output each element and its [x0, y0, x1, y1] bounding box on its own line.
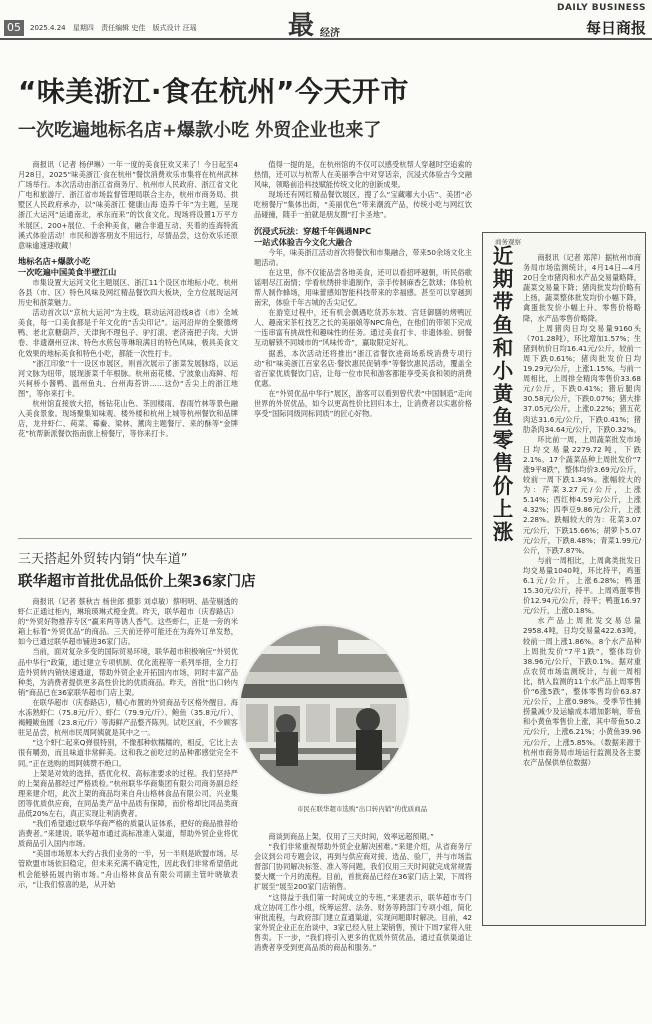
section-heading: 一次吃遍中国美食半壁江山	[18, 266, 117, 277]
paragraph: 在联华超市（庆春路店），精心布置的外贸商品专区格外醒目。海水冻熟虾仁（75.8元/斤）、虾仁（79.9元/斤）、鲍鱼（35.8元/斤）、褐鳗鲅鱼圆（23.8元/斤）等海鲜产品整齐陈列。试吃区前，不少顾客驻足品尝，杭州市民周阿姨就是其中之一。	[18, 697, 238, 738]
paragraph: 环比前一周，上周蔬菜批发市场日均交易量2279.72吨，下跌2.1%。17个蔬菜品种上周批发价“7涨9平8跌”，整体均价3.69元/公斤，较前一周下跌1.34%。涨幅较大的为：芹菜3.27元/公斤，上涨5.14%；西红柿4.59元/公斤，上涨4.32%；四季豆9.86元/公斤，上涨2.28%。跌幅较大的为：花菜3.07元/公斤，下跌15.66%；胡萝卜5.07元/公斤，下跌8.48%；青菜1.99元/公斤，下跌7.87%。	[523, 434, 641, 555]
issue-meta	[30, 23, 202, 33]
supermarket-photo	[238, 624, 410, 796]
paragraph: 在“外贸优品中华行”展区，游客可以看到曾代表“中国制造”走向世界的外贸优品，如今以更高性价比回归本土，让消费者以实惠价格享受“国际同级同标同质”的匠心好物。	[254, 388, 472, 419]
sub-article-kicker: 三天搭起外贸转内销“快车道”	[18, 552, 188, 567]
section-heading: 一站式体验吉今文化大融合	[254, 236, 353, 247]
sub-article-title: 联华超市首批优品低价上架36家门店	[18, 574, 256, 590]
section-heading: 地标名店+爆款小吃	[18, 255, 91, 266]
issue-date: 2025.4.24	[30, 24, 66, 32]
paragraph: “我们希望通过联华华商严格的质量认证体系，把好的商品推荐给消费者。”来建说。联华超市通过高标准准入渠道，帮助外贸企业将优质商品引入国内市场。	[18, 819, 238, 849]
paragraph: 值得一提的是，在杭州馆的不仅可以感受杭帮人穿越时空追索的热情，还可以与杭帮人在美丽季合中对穿话亲，沉浸式体验吉今交融风味，领略前沿科技赋能传统文化的创新成果。	[254, 160, 472, 190]
paragraph: 水产品上周批发交易总量2958.4吨，日均交易量422.63吨，较前一周上涨1.86%。8个水产品种上周批发价“7平1跌”，整体均价38.96元/公斤，下跌0.1%。据对重点农贸市场监测统计，与前一周相比，纳入监测的11个水产品上周零售价“6涨5跌”，整体零售均价63.87元/公斤，上涨0.98%。受季节性捕捞量减少及运输成本增加影响，带鱼和小黄鱼零售价上涨，其中带鱼50.2元/公斤，上涨6.21%；小黄鱼39.96元/公斤，上涨5.85%。（数据来源于杭州市商务局市场运行监测及各主要农产品保供单位数据）	[523, 616, 641, 767]
designer-credit: 版式设计 汪瑶	[152, 24, 197, 32]
editor-credit: 责任编辑 史佳	[101, 24, 146, 32]
sidebar-title: 近期带鱼和小黄鱼零售价上涨	[492, 244, 514, 544]
sub-article-column-1	[18, 597, 238, 890]
section-name: 经济	[320, 28, 340, 39]
main-article-column-1	[18, 160, 238, 439]
paragraph: 与前一周相比，上周禽类批发日均交易量1040吨，环比持平，鸡蛋6.1元/公斤，上涨6.28%；鸭蛋15.30元/公斤，持平。上周鸡蛋零售价12.94元/公斤，持平；鸭蛋16.97元/公斤，上涨0.18%。	[523, 555, 641, 616]
photo-illustration	[240, 626, 410, 796]
paragraph: 杭州馆直接放大招，杨钻花山色、茶园楼雨、春雨竹林等景色融入美食景象。现场聚集知味观、楼外楼和杭州上城等杭州餐饮和品牌店，龙井虾仁、莼菜、霉鲞、梁林、薰肉主题餐厅、来的酥等“金牌花”杭帮新派餐饮指南旅上榜餐厅，等你来打卡。	[18, 398, 238, 439]
paragraph: “这个虾仁起来Q弹很特别，不像那种软糯糯的，相反，它比上去很有嚼劲，而且味道非常鲜美。这和我之前吃过的品种都感觉完全不同。”正在选购的周阿姨赞不绝口。	[18, 738, 238, 768]
section-logo: 最	[288, 11, 315, 41]
paragraph: 现场还有网红精品餐饮展区，搜了么“宝藏嘟大小店”、美团“必吃榜餐厅”集体出街，“美丽优色”带来潮流产品，传统小吃与网红饮品碰撞，随手一拍就是朋友圈“打卡圣地”。	[254, 190, 472, 220]
sidebar-market-report	[482, 232, 646, 926]
paragraph: 上周猪肉日均交易量9160头（701.28吨），环比增加1.57%；生猪到杭价日均16.41元/公斤，较前一周下跌0.61%；猪肉批发价日均19.29元/公斤，上涨1.15%。与前一周相比，上周排全精肉零售价33.68元/公斤，下跌0.41%；猪后腿肉30.58元/公斤，下跌0.07%；猪大排37.05元/公斤，上涨0.22%；猪五花肉达31.6元/公斤，下跌0.41%；猪肋条肉34.64元/公斤，下跌0.32%。	[523, 323, 641, 434]
paragraph: 在游览过程中，还有机会偶遇吃货苏东坡、宫廷御膳的烤鸭匠人、趣南宋茶杠技艺之长的美丽娘等NPC角色，在他们的带领下完成一连串富有挑战性和趣味性的任务。通过美食打卡、非遗体验、厨餐互动解锁不同城市的“风味传奇”，赢取限定好礼。	[254, 308, 472, 348]
paragraph: “我们非常重视帮助外贸企业解决困难。”来建介绍，从省商务厅会议到公司专题会议，再到与供应商对接、选品、验厂，并与市场监督部门协同解决标签、准入等问题，我们仅用三天时间就完成常规需要大概一个月的流程。目前，首批商品已经在36家门店上架，下周将扩展至“展至200家门店销售。	[254, 842, 472, 892]
main-article-column-2	[254, 160, 472, 419]
sidebar-tag: 商务观察	[495, 238, 521, 246]
page-number: 05	[4, 20, 24, 36]
newspaper-name-cn: 每日商报	[585, 19, 646, 37]
paragraph: 在这里，你不仅能品尝各地美食，还可以看招呼越朝，听民俗歌谣唱尽江南情；学看杭绣拼非遗制作，亲手传制麻香乞款球；体验杭帮人制作蜂场，用味蕾感知智能科技带来的幸福感。甚至可以穿越到南宋，体验千年古城的舌尖记忆。	[254, 267, 472, 308]
paragraph: “这得益于我们第一时间成立的专班，”来建表示，联华超市专门成立协同工作小组，统筹运营、法务、财务等跨部门专项小组，简化审批流程，与政府部门建立直通渠道，实现问题即时解决。目前，42家外贸企业正在治谈中，3家已经入驻上架销售，预计下周7家将入驻售卖。下一步，“我们将引入更多的优质外贸优品，通过直供渠道让消费者享受到更高品质的商品和服务。”	[254, 892, 472, 953]
paragraph: “浙江印象”十一设区市展区，则首次展示了浙菜发展脉络，以运河文脉为纽带，展现浙菜千年根脉。杭州南花楼、宁波象山海鲜、绍兴柯桥小酱鸭、温州鱼丸、台州海苔饼……这份“舌尖上的浙江地图”，等你来打卡。	[18, 358, 238, 398]
masthead	[0, 0, 652, 40]
section-divider	[18, 538, 472, 539]
paragraph: 今年，味美浙江活动首次将餐饮和市集融合，带来50余场文化主题活动。	[254, 247, 472, 267]
main-subhead: 一次吃遍地标名店+爆款小吃 外贸企业也来了	[18, 120, 382, 141]
paragraph: 据悉，本次活动还将推出“浙江省餐饮进商场系统消费专项行动”和“味美浙江百家名店·餐饮惠民促销季”等餐饮惠民活动，覆盖全省百家优质餐饮门店，让每一位市民和游客都能享受美食和领的消费优惠。	[254, 348, 472, 388]
paragraph: 商报讯（记者 杨伊琳）一年一度的美食狂欢又来了！今日起至4月28日，2025“味美浙江·食在杭州”餐饮消费欢乐市集将在杭州武林广场举行。本次活动由浙江省商务厅、杭州市人民政府、浙江省文化广电和旅游厅、浙江省市场监督管理局联合主办，杭州市商务局、拱墅区人民政府承办，以“味美浙江 健康山海 造养千年”为主题，呈现浙江大运河“运通南北，承东而来”的饮食文化。现场将设置1万平方米展区、200+展位、千余种美食，融合非遗互动、夹着的连海特流溪式体验活动！市民和游客朋友不用远行，尽情品尝，这份欢乐还原意味逾速速收藏！	[18, 160, 238, 250]
paragraph: “美国市场原本大约占我们业务的一半，另一半则是欧盟市场。尽管欧盟市场依旧稳定，但未来充满不确定性，因此我们非常希望借此机会能够拓展内销市场。”舟山格林食品有限公司副主管叶晓敏表示，“让我们惊喜的是，从开始	[18, 849, 238, 889]
paragraph: 当前，面对复杂多变的国际贸易环境，联华超市积极响应“外贸优品中华行”政策，通过建立专项机制、优化流程等一系列举措，全力打造外贸转内销快速通道，帮助外贸企业开拓国内市场，同时丰富产品种类，为消费者提供更多高性价比的优质商品。昨天，首批“出口转内销”商品已在36家联华超市门店上架。	[18, 647, 238, 697]
paragraph: 商报讯（记者 蔡秋吉 杨世郎 摄影 刘卓敏）蔡明明、晶莹剔透的虾仁正通过柜内，琳琅瑛琳式橙金黄。昨天，联华超市（庆春路店）的“外贸好物推荐专区”赢来两等诱人香气。这些虾仁，正是一旁的米箱上标着“外贸优品”的商品。三天前还停可能还在为海外订单发愁，如今已通过联华超市铺进36家门店。	[18, 597, 238, 647]
photo-caption: 市民在联华超市选购“出口转内销”的优质商品	[296, 805, 428, 813]
sub-article-column-2	[254, 832, 472, 953]
sidebar-body	[523, 253, 641, 768]
paragraph: 活动首次以“京杭大运河”为主线，联动运河沿线8省（市）全域美食，每一口美食都是千年文化的“舌尖印记”。运河沿岸的全聚德烤鸭、老北京糖葫芦、天津狗不理包子、驴打滚、老济南把子肉、大饼卷、非遗潮州豆沫、特色水煎包等琳琅满目的特色风味，极具美食文化效果的地标美食和特色小吃，都能一次性打卡。	[18, 308, 238, 358]
newspaper-name-en: DAILY BUSINESS	[556, 3, 646, 13]
issue-weekday: 星期四	[72, 24, 94, 32]
main-headline: “味美浙江·食在杭州”今天开市	[18, 75, 409, 108]
paragraph: 市集设置大运河文化主题展区、浙江11个设区市地标小吃、杭州各县（市、区）特色风味及网红精品餐饮四大板块，全方位展现运河历史和浙菜魅力。	[18, 277, 238, 308]
paragraph: 上架是对效的选择，搭优化权、高标准要求的过程。我们坚持严的上架商品都经过严格质检。”杭州联华华商集团有限公司商务副总经理来建介绍，此次上架的商品均来自舟山格林食品有限公司、兴业集团等优质供应商，在同品类产品中品质有保障，而价格却比同品类商品低20%左右，真正实现让利消费者。	[18, 768, 238, 818]
paragraph: 商谈到商品上架，仅用了三天时间，效率远超预期。”	[268, 832, 434, 841]
paragraph: 商报讯（记者 郑萍）据杭州市商务局市场监测统计，4月14日—4月20日全市猪肉和水产品交易量略降，蔬菜交易量下降；猪肉批发均价略有上扬，蔬菜整体批发均价小幅下降，禽蛋批发价小幅上升、零售价格略降，水产品零售价略降。	[523, 253, 641, 323]
section-heading: 沉浸式玩法：穿越千年偶遇NPC	[254, 225, 372, 236]
